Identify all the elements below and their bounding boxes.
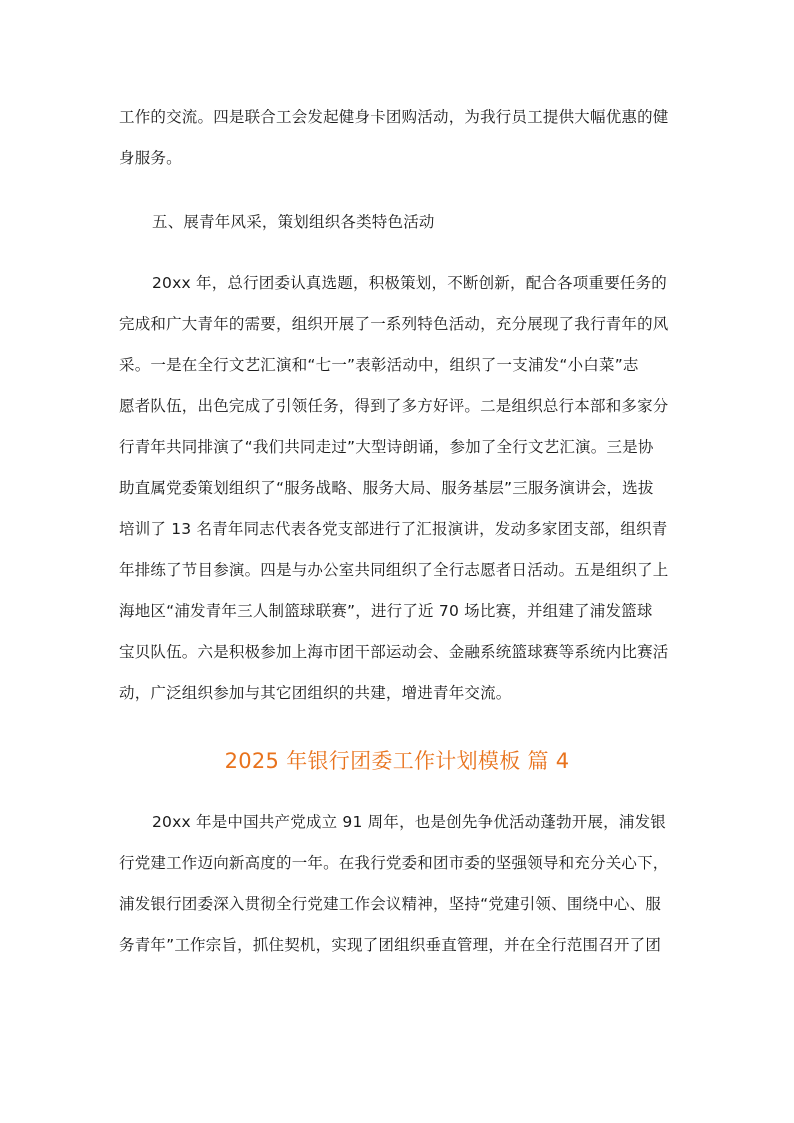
paragraph-line: 完成和广大青年的需要，组织开展了一系列特色活动，充分展现了我行青年的风 (119, 315, 669, 333)
paragraph-line: 行青年共同排演了“我们共同走过”大型诗朗诵，参加了全行文艺汇演。三是协 (119, 438, 654, 456)
paragraph-line: 宝贝队伍。六是积极参加上海市团干部运动会、金融系统篮球赛等系统内比赛活 (119, 643, 669, 661)
paragraph-line: 20xx 年是中国共产党成立 91 周年，也是创先争优活动蓬勃开展，浦发银 (152, 813, 666, 831)
paragraph-line: 采。一是在全行文艺汇演和“七一”表彰活动中，组织了一支浦发“小白菜”志 (119, 356, 639, 374)
paragraph-line: 动，广泛组织参加与其它团组织的共建，增进青年交流。 (119, 684, 512, 702)
paragraph-line: 20xx 年，总行团委认真选题，积极策划，不断创新，配合各项重要任务的 (152, 274, 667, 292)
paragraph-line: 助直属党委策划组织了“服务战略、服务大局、服务基层”三服务演讲会，选拔 (119, 479, 654, 497)
paragraph-line: 海地区“浦发青年三人制篮球联赛”，进行了近 70 场比赛，并组建了浦发篮球 (119, 602, 653, 620)
paragraph-line: 年排练了节目参演。四是与办公室共同组织了全行志愿者日活动。五是组织了上 (119, 561, 669, 579)
paragraph-line: 身服务。 (119, 149, 182, 167)
paragraph-line: 工作的交流。四是联合工会发起健身卡团购活动，为我行员工提供大幅优惠的健 (119, 108, 669, 126)
article-heading: 2025 年银行团委工作计划模板 篇 4 (224, 749, 570, 773)
paragraph-line: 浦发银行团委深入贯彻全行党建工作会议精神，坚持“党建引领、围绕中心、服 (119, 895, 662, 913)
paragraph-line: 愿者队伍，出色完成了引领任务，得到了多方好评。二是组织总行本部和多家分 (119, 397, 669, 415)
paragraph-line: 务青年”工作宗旨，抓住契机，实现了团组织垂直管理，并在全行范围召开了团 (119, 936, 662, 954)
paragraph-line: 培训了 13 名青年同志代表各党支部进行了汇报演讲，发动多家团支部，组织青 (119, 520, 668, 538)
section-title: 五、展青年风采，策划组织各类特色活动 (152, 213, 435, 231)
paragraph-line: 行党建工作迈向新高度的一年。在我行党委和团市委的坚强领导和充分关心下， (119, 854, 669, 872)
